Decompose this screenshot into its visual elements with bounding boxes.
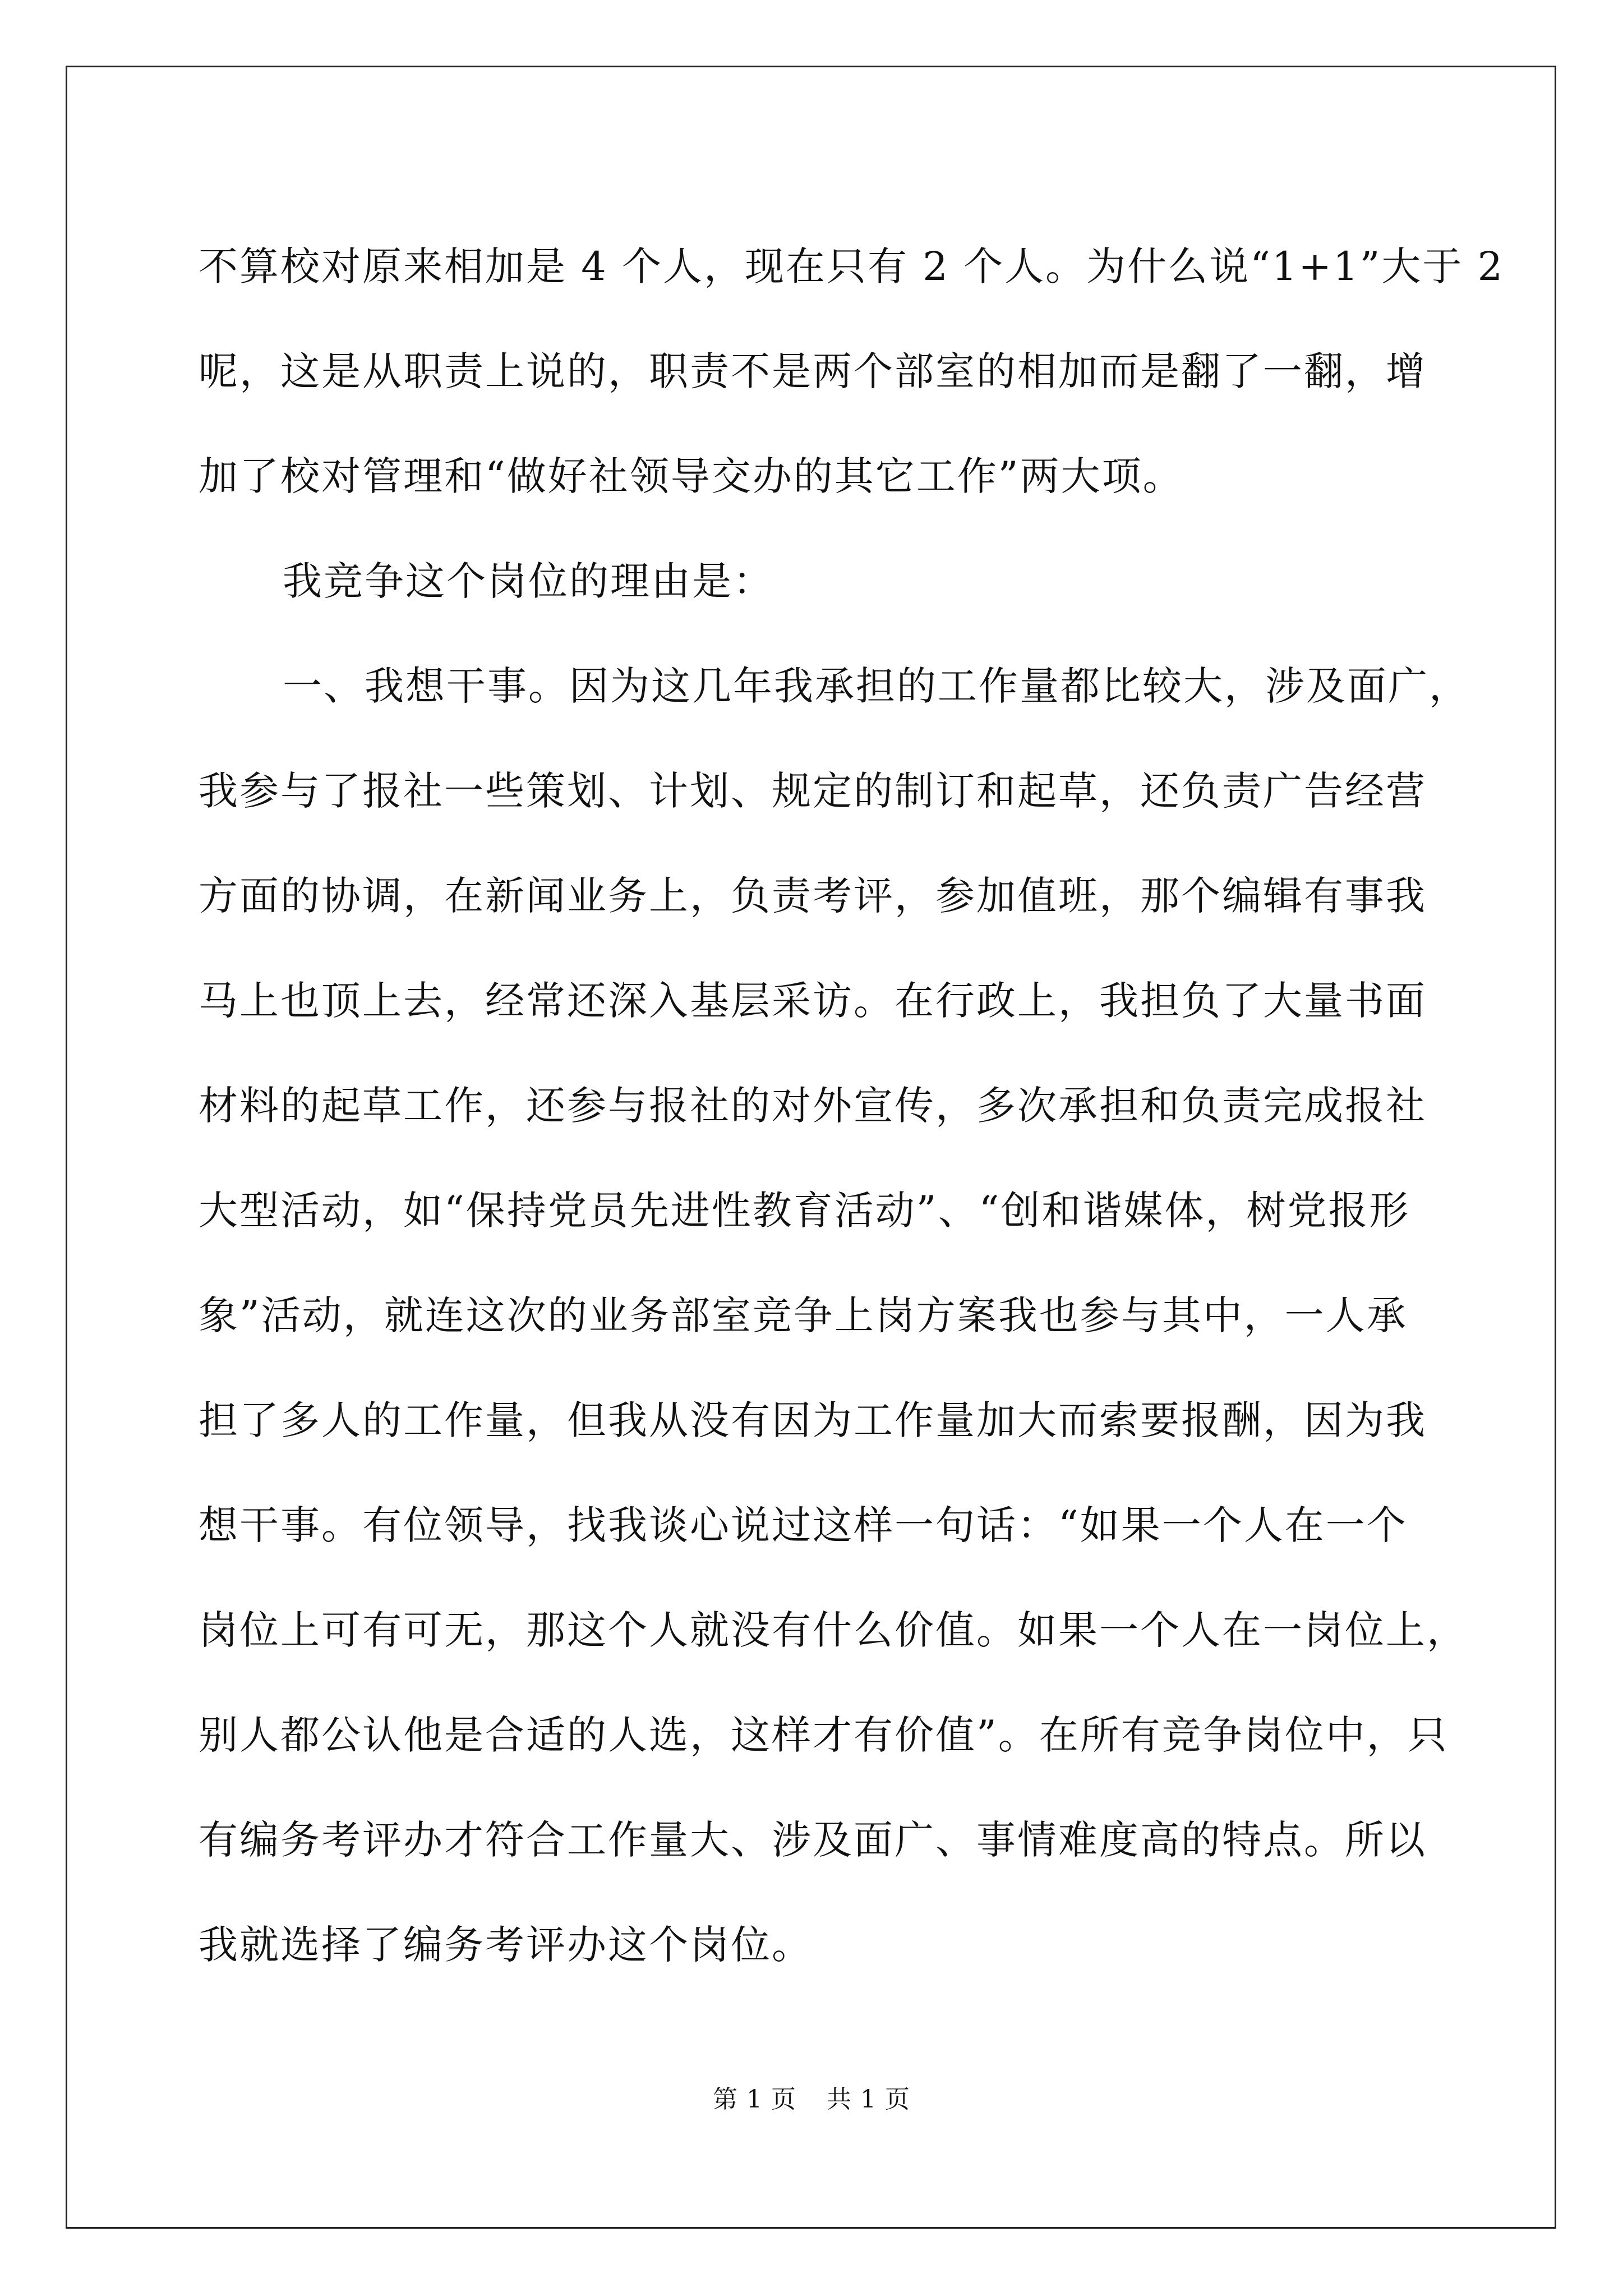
text-line: 加了校对管理和“做好社领导交办的其它工作”两大项。 [199, 453, 1184, 499]
page-footer [0, 2083, 1623, 2116]
text-line: 想干事。有位领导，找我谈心说过这样一句话：“如果一个人在一个 [199, 1502, 1408, 1548]
text-line: 象”活动，就连这次的业务部室竞争上岗方案我也参与其中，一人承 [199, 1292, 1408, 1338]
text-line: 不算校对原来相加是 4 个人，现在只有 2 个人。为什么说“1+1”大于 2 [199, 243, 1505, 289]
text-line: 呢，这是从职责上说的，职责不是两个部室的相加而是翻了一翻，增 [199, 348, 1427, 394]
text-line: 别人都公认他是合适的人选，这样才有价值”。在所有竞争岗位中，只 [199, 1712, 1449, 1758]
text-line: 马上也顶上去，经常还深入基层采访。在行政上，我担负了大量书面 [199, 978, 1427, 1024]
text-line: 材料的起草工作，还参与报社的对外宣传，多次承担和负责完成报社 [199, 1083, 1427, 1129]
paragraph-start-line: 一、我想干事。因为这几年我承担的工作量都比较大，涉及面广， [283, 663, 1470, 709]
text-line: 大型活动，如“保持党员先进性教育活动”、“创和谐媒体，树党报形 [199, 1188, 1410, 1234]
document-body [199, 214, 1505, 1998]
text-line: 方面的协调，在新闻业务上，负责考评，参加值班，那个编辑有事我 [199, 873, 1427, 919]
text-line: 我就选择了编务考评办这个岗位。 [199, 1922, 813, 1968]
text-line: 岗位上可有可无，那这个人就没有什么价值。如果一个人在一岗位上， [199, 1607, 1468, 1653]
text-line: 有编务考评办才符合工作量大、涉及面广、事情难度高的特点。所以 [199, 1817, 1427, 1863]
page-number: 第 1 页 [713, 2085, 796, 2114]
paragraph-start-line: 我竞争这个岗位的理由是： [283, 558, 774, 604]
text-line: 担了多人的工作量，但我从没有因为工作量加大而索要报酬，因为我 [199, 1397, 1427, 1443]
text-line: 我参与了报社一些策划、计划、规定的制订和起草，还负责广告经营 [199, 768, 1427, 814]
page-total: 共 1 页 [827, 2085, 910, 2114]
